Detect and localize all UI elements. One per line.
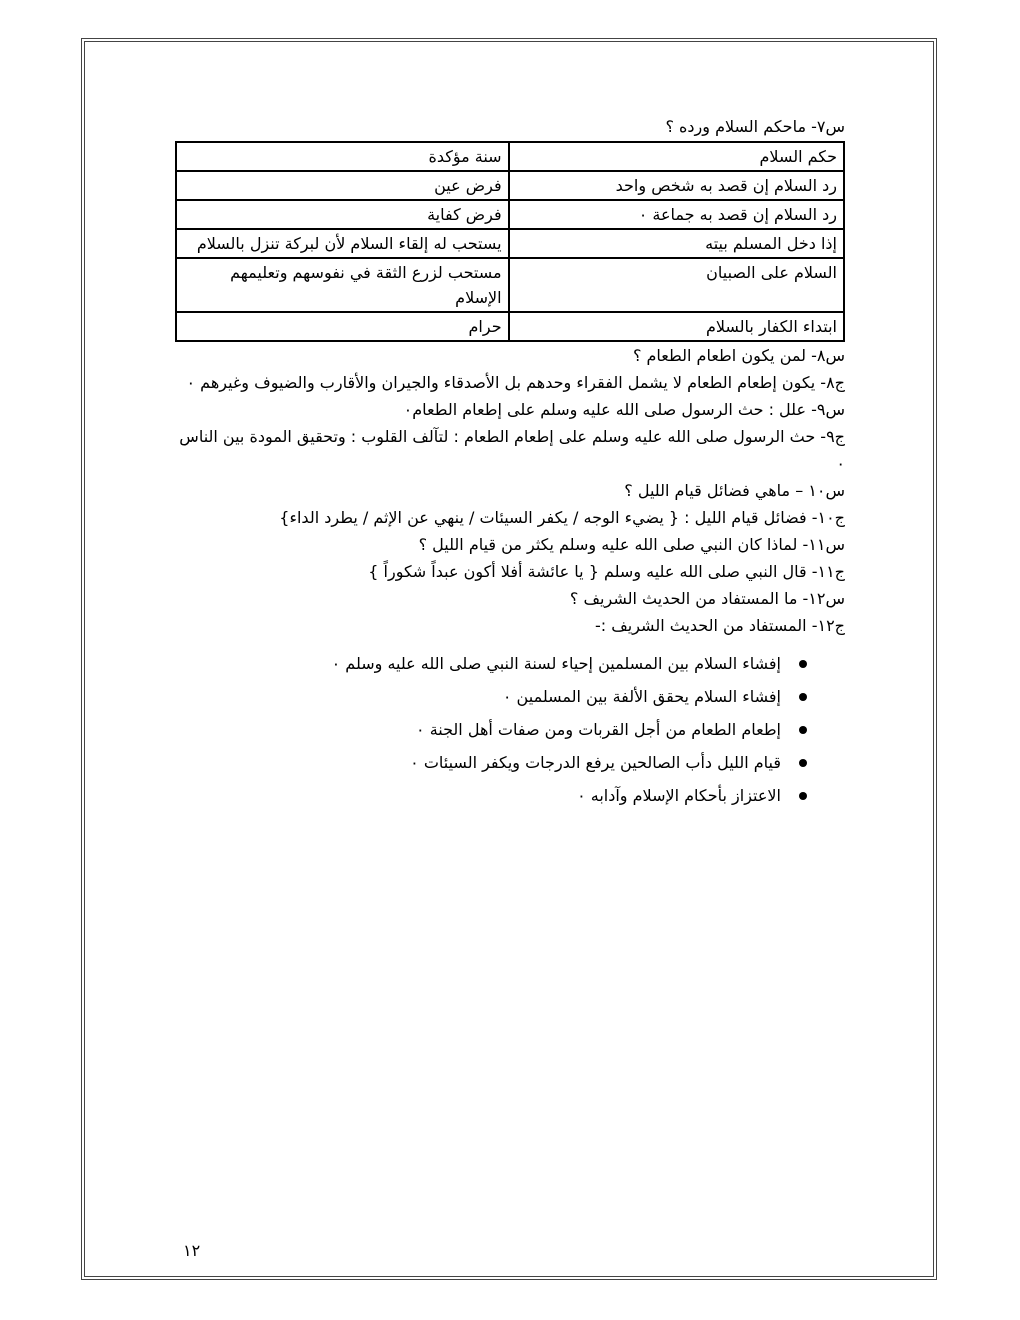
table-row: [176, 312, 844, 341]
table-cell-label: رد السلام إن قصد به شخص واحد: [509, 171, 844, 200]
page-content: [175, 113, 845, 812]
table-cell-value: فرض كفاية: [176, 200, 509, 229]
bullet-icon: [799, 726, 807, 734]
table-cell-label: إذا دخل المسلم بيته: [509, 229, 844, 258]
answer-9: ج٩- حث الرسول صلى الله عليه وسلم على إطعام الطعام : لتآلف القلوب : وتحقيق المودة بين الناس ٠: [179, 427, 845, 473]
bullet-icon: [799, 759, 807, 767]
list-item-text: إفشاء السلام يحقق الألفة بين المسلمين ٠: [502, 687, 781, 706]
salam-rulings-table: [175, 141, 845, 342]
answer-12: ج١٢- المستفاد من الحديث الشريف :-: [594, 616, 845, 635]
table-cell-label: رد السلام إن قصد به جماعة ٠: [509, 200, 844, 229]
question-12: س١٢- ما المستفاد من الحديث الشريف ؟: [569, 589, 845, 608]
question-8: س٨- لمن يكون اطعام الطعام ؟: [632, 346, 845, 365]
answer-10: ج١٠- فضائل قيام الليل : { يضيء الوجه / يكفر السيئات / ينهي عن الإثم / يطرد الداء}: [279, 508, 845, 527]
table-cell-value: يستحب له إلقاء السلام لأن لبركة تنزل بالسلام: [176, 229, 509, 258]
bullet-icon: [799, 792, 807, 800]
list-item: [175, 713, 807, 746]
answer-8: ج٨- يكون إطعام الطعام لا يشمل الفقراء وحدهم بل الأصدقاء والجيران والأقارب والضيوف وغيرهم ٠: [186, 373, 845, 392]
page-number: ١٢: [183, 1241, 201, 1260]
table-cell-value: فرض عين: [176, 171, 509, 200]
list-item-text: الاعتزاز بأحكام الإسلام وآدابه ٠: [577, 786, 781, 805]
bullet-icon: [799, 693, 807, 701]
question-7: س٧- ماحكم السلام ورده ؟: [665, 117, 845, 136]
table-cell-value: حرام: [176, 312, 509, 341]
table-cell-label: ابتداء الكفار بالسلام: [509, 312, 844, 341]
list-item-text: إفشاء السلام بين المسلمين إحياء لسنة النبي صلى الله عليه وسلم ٠: [331, 654, 781, 673]
table-row: [176, 200, 844, 229]
list-item: [175, 647, 807, 680]
question-11: س١١- لماذا كان النبي صلى الله عليه وسلم يكثر من قيام الليل ؟: [418, 535, 845, 554]
question-9: س٩- علل : حث الرسول صلى الله عليه وسلم على إطعام الطعام٠: [403, 400, 845, 419]
table-row: [176, 142, 844, 171]
question-10: س١٠ – ماهي فضائل قيام الليل ؟: [624, 481, 845, 500]
table-cell-label: حكم السلام: [509, 142, 844, 171]
answer-11: ج١١- قال النبي صلى الله عليه وسلم { يا عائشة أفلا أكون عبداً شكوراً }: [368, 562, 845, 581]
table-cell-value: سنة مؤكدة: [176, 142, 509, 171]
table-row: [176, 171, 844, 200]
bullet-icon: [799, 660, 807, 668]
list-item: [175, 680, 807, 713]
table-row: [176, 258, 844, 312]
list-item: [175, 746, 807, 779]
benefits-list: [175, 647, 845, 812]
list-item-text: قيام الليل دأب الصالحين يرفع الدرجات ويكفر السيئات ٠: [410, 753, 781, 772]
table-cell-label: السلام على الصبيان: [509, 258, 844, 312]
table-row: [176, 229, 844, 258]
list-item-text: إطعام الطعام من أجل القربات ومن صفات أهل الجنة ٠: [416, 720, 781, 739]
list-item: [175, 779, 807, 812]
table-cell-value: مستحب لزرع الثقة في نفوسهم وتعليمهم الإسلام: [176, 258, 509, 312]
